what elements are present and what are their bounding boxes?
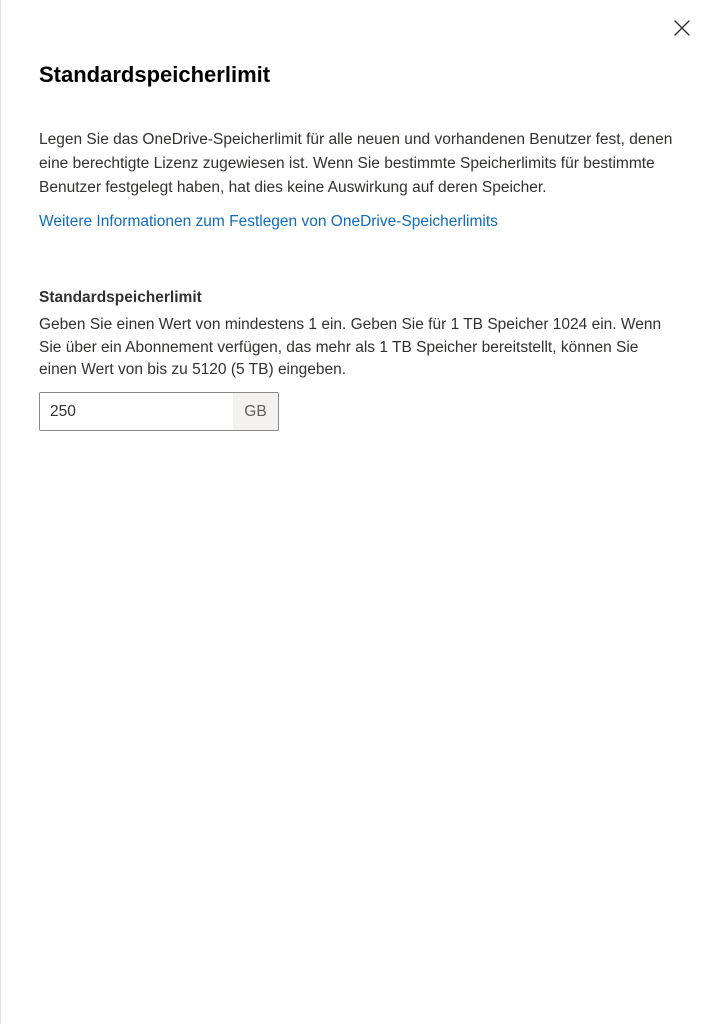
storage-limit-field — [39, 392, 279, 431]
storage-limit-label: Standardspeicherlimit — [39, 289, 202, 306]
close-icon — [674, 20, 690, 36]
storage-limit-help-text: Geben Sie einen Wert von mindestens 1 ein. Geben Sie für 1 TB Speicher 1024 ein. Wenn Sie über ein Abonnement verfügen, das mehr als 1 TB Speicher bereitstellt, können Sie einen Wert von bis zu 5120 (5 TB) eingeben. — [39, 316, 662, 378]
storage-limit-input[interactable] — [40, 393, 233, 430]
learn-more-link[interactable]: Weitere Informationen zum Festlegen von OneDrive-Speicherlimits — [39, 213, 498, 230]
panel-title: Standardspeicherlimit — [39, 62, 271, 87]
close-button[interactable] — [668, 14, 696, 42]
storage-unit-suffix: GB — [233, 393, 278, 430]
panel-description: Legen Sie das OneDrive-Speicherlimit für alle neuen und vorhandenen Benutzer fest, denen eine berechtigte Lizenz zugewiesen ist. Wenn Sie bestimmte Speicherlimits für bestimmte Benutzer festgelegt haben, hat dies keine Auswirkung auf deren Speicher. — [39, 131, 673, 196]
